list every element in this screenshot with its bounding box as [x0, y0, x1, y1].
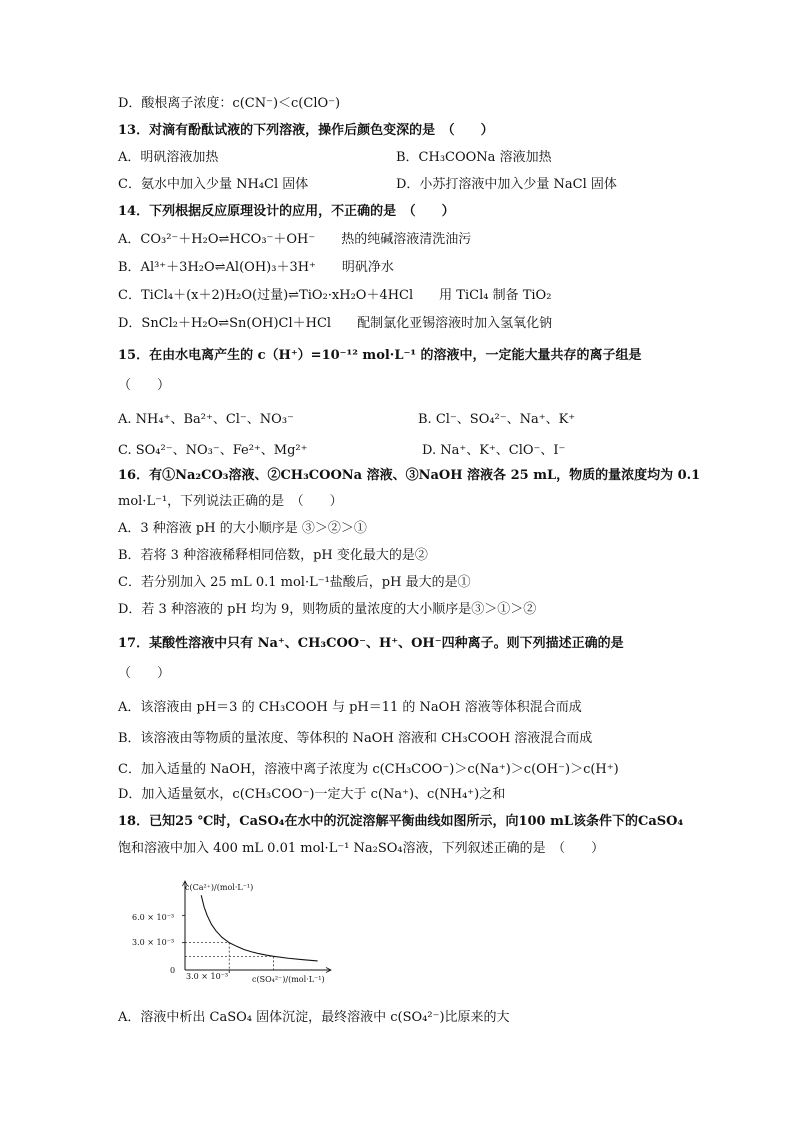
q18-stem-line1: 18．已知25 ℃时，CaSO₄在水中的沉淀溶解平衡曲线如图所示，向100 mL该条件下的CaSO₄: [118, 814, 684, 829]
q13-option-b: B．CH₃COONa 溶液加热: [396, 150, 552, 165]
q13-option-d: D．小苏打溶液中加入少量 NaCl 固体: [396, 177, 617, 192]
q16-option-b: B．若将 3 种溶液稀释相同倍数，pH 变化最大的是②: [118, 548, 428, 563]
q16-stem-line2: mol·L⁻¹，下列说法正确的是 （ ）: [118, 494, 343, 509]
q14-option-a: A．CO₃²⁻＋H₂O⇌HCO₃⁻＋OH⁻ 热的纯碱溶液清洗油污: [118, 232, 472, 247]
x-axis-label: c(SO₄²⁻)/(mol·L⁻¹): [252, 975, 325, 984]
q15-option-d: D. Na⁺、K⁺、ClO⁻、I⁻: [422, 443, 566, 458]
solubility-curve-chart: [132, 878, 340, 993]
q15-option-b: B. Cl⁻、SO₄²⁻、Na⁺、K⁺: [418, 412, 576, 427]
q16-option-c: C．若分别加入 25 mL 0.1 mol·L⁻¹盐酸后，pH 最大的是①: [118, 575, 471, 590]
y-tick-label-6e-3: 6.0 × 10⁻³: [132, 913, 175, 922]
q14-option-b: B．Al³⁺＋3H₂O⇌Al(OH)₃＋3H⁺ 明矾净水: [118, 260, 394, 275]
q18-stem-line2: 饱和溶液中加入 400 mL 0.01 mol·L⁻¹ Na₂SO₄溶液，下列叙述正确的是 （ ）: [118, 841, 605, 856]
solubility-curve: [201, 895, 317, 961]
q13-option-a: A．明矾溶液加热: [118, 150, 219, 165]
q16-stem-line1: 16．有①Na₂CO₃溶液、②CH₃COONa 溶液、③NaOH 溶液各 25 mL，物质的量浓度均为 0.1: [118, 468, 701, 483]
q18-option-a: A．溶液中析出 CaSO₄ 固体沉淀，最终溶液中 c(SO₄²⁻)比原来的大: [118, 1010, 510, 1025]
q15-option-a: A. NH₄⁺、Ba²⁺、Cl⁻、NO₃⁻: [118, 412, 294, 427]
q17-option-d: D．加入适量氨水，c(CH₃COO⁻)一定大于 c(Na⁺)、c(NH₄⁺)之和: [118, 787, 506, 802]
y-axis-label: c(Ca²⁺)/(mol·L⁻¹): [185, 883, 254, 892]
q17-option-b: B．该溶液由等物质的量浓度、等体积的 NaOH 溶液和 CH₃COOH 溶液混合而成: [118, 731, 593, 746]
q14-option-c: C．TiCl₄＋(x＋2)H₂O(过量)⇌TiO₂·xH₂O＋4HCl 用 TiCl₄ 制备 TiO₂: [118, 288, 552, 303]
x-tick-label-3e-3: 3.0 × 10⁻³: [186, 972, 229, 981]
q17-stem: 17．某酸性溶液中只有 Na⁺、CH₃COO⁻、H⁺、OH⁻四种离子。则下列描述正确的是: [118, 636, 624, 651]
q12-option-d: D．酸根离子浓度：c(CN⁻)＜c(ClO⁻): [118, 96, 341, 111]
q13-stem: 13．对滴有酚酞试液的下列溶液，操作后颜色变深的是 （ ）: [118, 123, 494, 138]
q14-stem: 14．下列根据反应原理设计的应用，不正确的是 （ ）: [118, 204, 455, 219]
q17-option-a: A．该溶液由 pH＝3 的 CH₃COOH 与 pH＝11 的 NaOH 溶液等体积混合而成: [118, 700, 582, 715]
q14-option-d: D．SnCl₂＋H₂O⇌Sn(OH)Cl＋HCl 配制氯化亚锡溶液时加入氢氧化钠: [118, 316, 553, 331]
q16-option-d: D．若 3 种溶液的 pH 均为 9，则物质的量浓度的大小顺序是③＞①＞②: [118, 602, 537, 617]
origin-label: 0: [170, 966, 176, 975]
q17-option-c: C．加入适量的 NaOH，溶液中离子浓度为 c(CH₃COO⁻)＞c(Na⁺)＞c(OH⁻)＞c(H⁺): [118, 762, 619, 777]
q16-option-a: A．3 种溶液 pH 的大小顺序是 ③＞②＞①: [118, 521, 367, 536]
y-tick-label-3e-3: 3.0 × 10⁻³: [132, 938, 175, 947]
q15-option-c: C. SO₄²⁻、NO₃⁻、Fe²⁺、Mg²⁺: [118, 443, 308, 458]
q17-paren: （ ）: [118, 666, 171, 681]
q13-option-c: C．氨水中加入少量 NH₄Cl 固体: [118, 177, 309, 192]
q15-paren: （ ）: [118, 378, 171, 393]
q15-stem: 15．在由水电离产生的 c（H⁺）=10⁻¹² mol·L⁻¹ 的溶液中，一定能大量共存的离子组是: [118, 348, 642, 363]
